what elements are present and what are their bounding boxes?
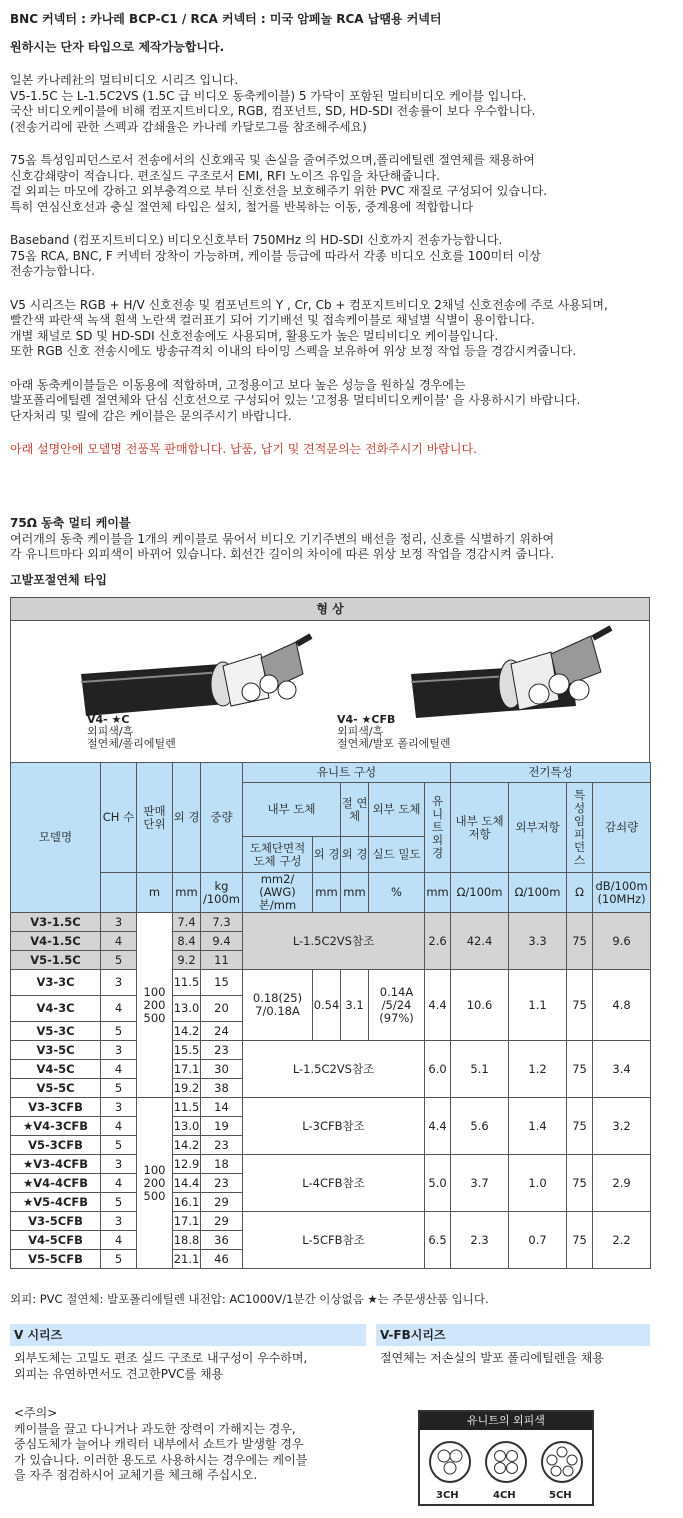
cell-unit-od: 2.6 xyxy=(425,913,451,970)
th-outer-conductor: 외부 도체 xyxy=(369,783,425,837)
cell-unit-od: 6.5 xyxy=(425,1212,451,1269)
cell-model: V3-1.5C xyxy=(11,913,101,932)
intro-line: 또한 RGB 신호 전송시에도 방송규격치 이내의 타이밍 스펙을 보유하여 위상 보정 작업 등을 경감시켜줍니다. xyxy=(10,344,577,358)
cell-impedance: 75 xyxy=(567,1041,593,1098)
unit-color-legend xyxy=(418,1410,594,1506)
table-row xyxy=(11,1155,651,1174)
cell-model: V5-3C xyxy=(11,1022,101,1041)
intro-line: (전송거리에 관한 스펙과 감쇄율은 카나레 카달로그를 참조해주세요) xyxy=(10,119,367,134)
v-series-line: 외부도체는 고밀도 편조 실드 구조로 내구성이 우수하며, xyxy=(14,1351,308,1365)
v-series-desc xyxy=(14,1351,307,1382)
cell-weight: 20 xyxy=(201,996,243,1022)
cell-impedance: 75 xyxy=(567,970,593,1041)
cell-ch: 4 xyxy=(101,1174,137,1193)
cell-reference: L-1.5C2VS참조 xyxy=(243,913,425,970)
cell-od: 12.9 xyxy=(173,1155,201,1174)
table-row xyxy=(11,1212,651,1231)
section-subtitle: 고발포절연체 타입 xyxy=(10,572,107,587)
cell-model: V4-5CFB xyxy=(11,1231,101,1250)
cell-inner-res: 2.3 xyxy=(451,1212,509,1269)
custom-terminal-note: 원하시는 단자 타입으로 제작가능합니다. xyxy=(10,39,225,54)
vfb-series-title: V-FB시리즈 xyxy=(376,1324,650,1346)
intro-line: 발포폴리에틸렌 절연체와 단심 신호선으로 구성되어 있는 '고정용 멀티비디오케이블' 을 사용하시기 바랍니다. xyxy=(10,393,581,407)
intro-line: V5-1.5C 는 L-1.5C2VS (1.5C 급 비디오 동축케이블) 5 가닥이 포함된 멀티비디오 케이블 입니다. xyxy=(10,88,527,103)
cable-cfb-jacket: 외피색/흑 xyxy=(337,725,384,738)
cell-model: ★V5-4CFB xyxy=(11,1193,101,1212)
cell-weight: 29 xyxy=(201,1193,243,1212)
cell-ch: 5 xyxy=(101,1193,137,1212)
intro-paragraph-3 xyxy=(10,233,673,280)
cell-unit-od: 6.0 xyxy=(425,1041,451,1098)
cell-ch: 4 xyxy=(101,996,137,1022)
section-title: 75Ω 동축 멀티 케이블 xyxy=(10,516,131,530)
cell-ch: 5 xyxy=(101,1250,137,1269)
th-inner-conductor: 내부 도체 xyxy=(243,783,341,837)
cell-weight: 7.3 xyxy=(201,913,243,932)
intro-paragraph-2 xyxy=(10,153,673,215)
cell-model: V5-3CFB xyxy=(11,1136,101,1155)
th-shield: 실드 밀도 xyxy=(369,837,425,873)
cell-outer-res: 3.3 xyxy=(509,913,567,970)
unit-kg: kg /100m xyxy=(201,873,243,913)
cell-weight: 30 xyxy=(201,1060,243,1079)
cable-cfb-caption xyxy=(337,714,450,750)
cell-unit-od: 5.0 xyxy=(425,1155,451,1212)
cell-inner-res: 5.1 xyxy=(451,1041,509,1098)
intro-line: 개별 채널로 SD 및 HD-SDI 신호전송에도 사용되며, 활용도가 높은 멀티비디오 케이블입니다. xyxy=(10,328,499,343)
cell-reference: L-1.5C2VS참조 xyxy=(243,1041,425,1098)
unit-cond: mm2/ (AWG) 본/mm xyxy=(243,873,313,913)
cell-ch: 5 xyxy=(101,1022,137,1041)
cell-od: 14.2 xyxy=(173,1022,201,1041)
cell-ch: 5 xyxy=(101,1079,137,1098)
cell-od: 17.1 xyxy=(173,1060,201,1079)
cell-outer-res: 1.1 xyxy=(509,970,567,1041)
table-row xyxy=(11,913,651,932)
caution-block xyxy=(14,1406,307,1484)
cell-cond: 0.18(25) 7/0.18A xyxy=(243,970,313,1041)
cell-model: ★V4-4CFB xyxy=(11,1174,101,1193)
cell-unit-od: 4.4 xyxy=(425,970,451,1041)
caution-line: 가 있습니다. 이러한 용도로 사용하시는 경우에는 케이블 xyxy=(14,1452,308,1467)
intro-line: Baseband (컴포지트비디오) 비디오신호부터 750MHz 의 HD-SDI 신호까지 전송가능합니다. xyxy=(10,233,503,247)
cell-od: 15.5 xyxy=(173,1041,201,1060)
cell-weight: 23 xyxy=(201,1174,243,1193)
cell-weight: 29 xyxy=(201,1212,243,1231)
intro-line: 신호감쇄량이 적습니다. 편조실드 구조로서 EMI, RFI 노이즈 유입을 차단해줍니다. xyxy=(10,168,440,183)
intro-line: 일본 카나레社의 멀티비디오 시리즈 입니다. xyxy=(10,73,239,87)
cell-outer-res: 0.7 xyxy=(509,1212,567,1269)
th-impedance: 특 성 임 피 던 스 xyxy=(567,783,593,873)
multi-cable-section xyxy=(10,516,673,588)
cell-attenuation: 3.2 xyxy=(593,1098,651,1155)
cell-attenuation: 4.8 xyxy=(593,970,651,1041)
intro-line: 75옴 특성임피던스로서 전송에서의 신호왜곡 및 손실을 줄여주었으며,폴리에틸렌 절연체를 채용하여 xyxy=(10,153,535,167)
cell-weight: 9.4 xyxy=(201,932,243,951)
intro-paragraph-4 xyxy=(10,298,673,360)
cell-weight: 46 xyxy=(201,1250,243,1269)
cell-weight: 15 xyxy=(201,970,243,996)
legend-3ch-label: 3CH xyxy=(436,1490,459,1501)
th-electrical: 전기특성 xyxy=(451,763,651,783)
cell-od: 13.0 xyxy=(173,996,201,1022)
cable-cfb-drawing xyxy=(411,628,611,718)
cell-od: 13.0 xyxy=(173,1117,201,1136)
intro-line: 국산 비디오케이블에 비해 컴포지트비디오, RGB, 컴포넌트, SD, HD-SDI 전송률이 보다 우수합니다. xyxy=(10,104,536,118)
cell-ch: 4 xyxy=(101,1117,137,1136)
cell-weight: 23 xyxy=(201,1136,243,1155)
th-inner-res: 내부 도체저항 xyxy=(451,783,509,873)
cell-od3: 3.1 xyxy=(341,970,369,1041)
cable-cfb-insulation: 절연체/발포 폴리에틸렌 xyxy=(337,737,451,750)
th-outer-res: 외부저항 xyxy=(509,783,567,873)
table-row xyxy=(11,970,651,996)
cell-od: 11.5 xyxy=(173,1098,201,1117)
cell-model: ★V4-3CFB xyxy=(11,1117,101,1136)
legend-3ch-diagram xyxy=(430,1442,470,1482)
unit-ohm: Ω xyxy=(567,873,593,913)
unit-mm2: mm xyxy=(341,873,369,913)
cell-weight: 18 xyxy=(201,1155,243,1174)
cell-od: 7.4 xyxy=(173,913,201,932)
th-od3: 외 경 xyxy=(341,837,369,873)
cell-od: 9.2 xyxy=(173,951,201,970)
th-insulator: 절 연 체 xyxy=(341,783,369,837)
cell-weight: 38 xyxy=(201,1079,243,1098)
cell-model: V3-3C xyxy=(11,970,101,996)
cell-outer-res: 1.2 xyxy=(509,1041,567,1098)
cell-impedance: 75 xyxy=(567,1212,593,1269)
cable-c-caption xyxy=(87,714,176,750)
th-od2: 외 경 xyxy=(313,837,341,873)
intro-block xyxy=(10,12,673,458)
th-cond-area: 도체단면적 도체 구성 xyxy=(243,837,313,873)
section-line: 여러개의 동축 케이블을 1개의 케이블로 묶어서 비디오 기기주변의 배선을 정리, 신호를 식별하기 위하여 xyxy=(10,531,555,546)
cell-od: 8.4 xyxy=(173,932,201,951)
cell-od: 14.2 xyxy=(173,1136,201,1155)
cell-od: 16.1 xyxy=(173,1193,201,1212)
unit-mm3: mm xyxy=(425,873,451,913)
cell-inner-res: 3.7 xyxy=(451,1155,509,1212)
cable-c-insulation: 절연체/폴리에틸렌 xyxy=(87,737,176,750)
unit-mm1: mm xyxy=(313,873,341,913)
cell-ch: 3 xyxy=(101,1155,137,1174)
cell-od: 17.1 xyxy=(173,1212,201,1231)
th-unit-config: 유니트 구성 xyxy=(243,763,451,783)
caution-line: 중심도체가 늘어나 캐릭터 내부에서 쇼트가 발생할 경우 xyxy=(14,1437,304,1451)
cell-attenuation: 2.9 xyxy=(593,1155,651,1212)
cell-sale-unit: 100 200 500 xyxy=(137,1098,173,1269)
th-model: 모델명 xyxy=(11,763,101,913)
intro-line: 단자처리 및 릴에 감은 케이블은 문의주시기 바랍니다. xyxy=(10,408,292,423)
th-unit-od: 유 니 트 외 경 xyxy=(425,783,451,873)
cell-model: V5-5CFB xyxy=(11,1250,101,1269)
cell-attenuation: 9.6 xyxy=(593,913,651,970)
cell-model: V3-5CFB xyxy=(11,1212,101,1231)
cell-ch: 3 xyxy=(101,1041,137,1060)
cable-cfb-name: V4- ★CFB xyxy=(337,713,396,726)
cell-ch: 3 xyxy=(101,970,137,996)
caution-line: 케이블을 끌고 다니거나 과도한 장력이 가해지는 경우, xyxy=(14,1421,296,1436)
cell-weight: 14 xyxy=(201,1098,243,1117)
cell-sale-unit: 100 200 500 xyxy=(137,913,173,1098)
legend-5ch-label: 5CH xyxy=(549,1490,572,1501)
cell-weight: 24 xyxy=(201,1022,243,1041)
cell-ch: 5 xyxy=(101,1136,137,1155)
cell-model: V3-3CFB xyxy=(11,1098,101,1117)
cell-outer-res: 1.0 xyxy=(509,1155,567,1212)
cell-ch: 5 xyxy=(101,951,137,970)
cell-od: 18.8 xyxy=(173,1231,201,1250)
table-row xyxy=(11,1098,651,1117)
sales-notice: 아래 설명안에 모델명 전품목 판매합니다. 납품, 납기 및 견적문의는 전화주시기 바랍니다. xyxy=(10,442,477,456)
cell-reference: L-3CFB참조 xyxy=(243,1098,425,1155)
th-ch: CH 수 xyxy=(101,763,137,873)
legend-5ch-diagram xyxy=(542,1442,582,1482)
cell-od: 21.1 xyxy=(173,1250,201,1269)
cell-impedance: 75 xyxy=(567,1098,593,1155)
intro-line: 75옴 RCA, BNC, F 커넥터 장착이 가능하며, 케이블 등급에 따라서 각종 비디오 신호를 100미터 이상 xyxy=(10,248,541,263)
cell-ch: 4 xyxy=(101,1060,137,1079)
intro-paragraph-1 xyxy=(10,73,673,135)
caution-title: <주의> xyxy=(14,1406,58,1420)
cell-inner-res: 10.6 xyxy=(451,970,509,1041)
cell-impedance: 75 xyxy=(567,913,593,970)
cell-shield: 0.14A /5/24 (97%) xyxy=(369,970,425,1041)
intro-line: 전송가능합니다. xyxy=(10,264,95,278)
cell-unit-od: 4.4 xyxy=(425,1098,451,1155)
intro-paragraph-5 xyxy=(10,378,673,425)
cell-impedance: 75 xyxy=(567,1155,593,1212)
connector-info: BNC 커넥터 : 카나레 BCP-C1 / RCA 커넥터 : 미국 암페놀 RCA 납땜용 커넥터 xyxy=(10,12,442,26)
th-attenuation: 감쇠량 xyxy=(593,783,651,873)
cell-reference: L-5CFB참조 xyxy=(243,1212,425,1269)
cell-ch: 4 xyxy=(101,932,137,951)
cell-weight: 19 xyxy=(201,1117,243,1136)
unit-pct: % xyxy=(369,873,425,913)
v-series-title: V 시리즈 xyxy=(10,1324,366,1346)
legend-diagram xyxy=(420,1432,592,1490)
cable-c-drawing xyxy=(81,636,311,716)
intro-line: 아래 동축케이블들은 이동용에 적합하며, 고정용이고 보다 높은 성능을 원하실 경우에는 xyxy=(10,377,466,392)
shape-header: 형 상 xyxy=(11,598,649,621)
unit-ch xyxy=(101,873,137,913)
cell-outer-res: 1.4 xyxy=(509,1098,567,1155)
cell-ch: 3 xyxy=(101,913,137,932)
intro-line: 특히 연심신호선과 충실 절연체 타입은 설치, 철거를 반복하는 이동, 중계용에 적합합니다 xyxy=(10,199,474,214)
intro-line: 겉 외피는 마모에 강하고 외부충격으로 부터 신호선을 보호해주기 위한 PVC 재질로 구성되어 있습니다. xyxy=(10,184,548,198)
cell-model: V4-5C xyxy=(11,1060,101,1079)
vfb-series-desc: 절연체는 저손실의 발포 폴리에틸렌을 채용 xyxy=(380,1351,604,1365)
th-od: 외 경 xyxy=(173,763,201,873)
cell-ch: 4 xyxy=(101,1231,137,1250)
cell-attenuation: 2.2 xyxy=(593,1212,651,1269)
intro-line: 빨간색 파란색 녹색 흰색 노란색 컬러표기 되어 기기배선 및 접속케이블로 채널별 식별이 용이합니다. xyxy=(10,313,535,327)
unit-res1: Ω/100m xyxy=(451,873,509,913)
cell-ch: 3 xyxy=(101,1098,137,1117)
cable-c-name: V4- ★C xyxy=(87,713,130,726)
cell-inner-res: 42.4 xyxy=(451,913,509,970)
cell-weight: 36 xyxy=(201,1231,243,1250)
v-series-line: 외피는 유연하면서도 견고한PVC를 채용 xyxy=(14,1366,224,1381)
cell-weight: 11 xyxy=(201,951,243,970)
cell-model: ★V3-4CFB xyxy=(11,1155,101,1174)
cell-model: V4-1.5C xyxy=(11,932,101,951)
unit-res2: Ω/100m xyxy=(509,873,567,913)
th-weight: 중량 xyxy=(201,763,243,873)
cell-reference: L-4CFB참조 xyxy=(243,1155,425,1212)
th-unit: 판매 단위 xyxy=(137,763,173,873)
intro-line: V5 시리즈는 RGB + H/V 신호전송 및 컴포넌트의 Y , Cr, Cb + 컴포지트비디오 2채널 신호전송에 주로 사용되며, xyxy=(10,297,608,312)
cell-od: 19.2 xyxy=(173,1079,201,1098)
cell-ch: 3 xyxy=(101,1212,137,1231)
spec-table xyxy=(10,762,651,1269)
cell-model: V3-5C xyxy=(11,1041,101,1060)
legend-4ch-diagram xyxy=(486,1442,526,1482)
cell-inner-res: 5.6 xyxy=(451,1098,509,1155)
cell-model: V5-5C xyxy=(11,1079,101,1098)
section-line: 각 유니트마다 외피색이 바뀌어 있습니다. 회선간 길이의 차이에 따른 위상 보정 작업을 경감시켜 줍니다. xyxy=(10,547,555,561)
unit-mm: mm xyxy=(173,873,201,913)
table-row xyxy=(11,1041,651,1060)
table-footnote: 외피: PVC 절연체: 발포폴리에틸렌 내전압: AC1000V/1분간 이상없음 ★는 주문생산품 입니다. xyxy=(10,1292,489,1306)
cell-od2: 0.54 xyxy=(313,970,341,1041)
shape-box xyxy=(10,597,650,762)
cell-od: 11.5 xyxy=(173,970,201,996)
cell-model: V5-1.5C xyxy=(11,951,101,970)
caution-line: 을 자주 점검하시어 교체기를 체크해 주십시오. xyxy=(14,1468,258,1482)
cell-model: V4-3C xyxy=(11,996,101,1022)
legend-title: 유니트의 외피색 xyxy=(420,1412,592,1430)
cell-weight: 23 xyxy=(201,1041,243,1060)
cable-c-jacket: 외피색/흑 xyxy=(87,725,134,738)
cell-od: 14.4 xyxy=(173,1174,201,1193)
unit-db: dB/100m (10MHz) xyxy=(593,873,651,913)
cell-attenuation: 3.4 xyxy=(593,1041,651,1098)
legend-4ch-label: 4CH xyxy=(493,1490,516,1501)
unit-m: m xyxy=(137,873,173,913)
